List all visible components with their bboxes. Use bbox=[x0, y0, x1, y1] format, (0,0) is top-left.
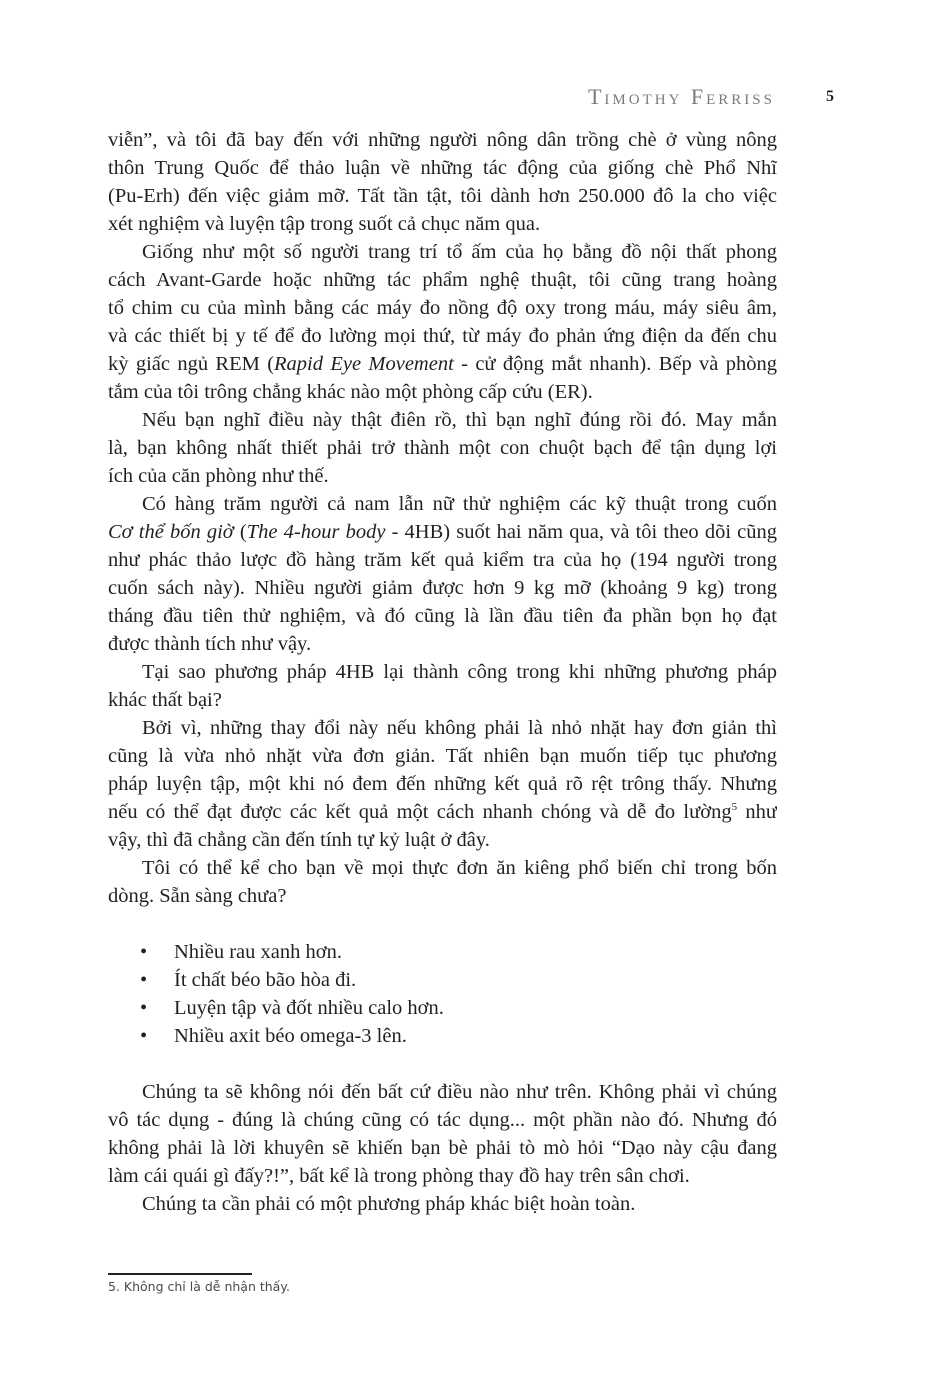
text-line: không phải là lời khuyên sẽ khiến bạn bè phải tò mò hỏi “Dạo này cậu đang bbox=[108, 1137, 777, 1159]
footnote-ref[interactable]: 5 bbox=[731, 801, 738, 814]
bullet-icon: • bbox=[140, 969, 148, 991]
text-line: tháng đầu tiên thử nghiệm, và đó cũng là lần đầu tiên đa phần bọn họ đạt bbox=[108, 605, 777, 627]
list-item-text: Ít chất béo bão hòa đi. bbox=[174, 969, 357, 991]
text-line: dòng. Sẵn sàng chưa? bbox=[108, 885, 287, 907]
bullet-icon: • bbox=[140, 941, 148, 963]
text-line: cuốn sách này). Nhiều người giảm được hơn 9 kg mỡ (khoảng 9 kg) trong bbox=[108, 577, 777, 599]
text-line: Tại sao phương pháp 4HB lại thành công trong khi những phương pháp bbox=[142, 661, 777, 683]
list-item bbox=[108, 1022, 777, 1050]
paragraph bbox=[108, 1190, 777, 1218]
text-span: nếu có thể đạt được các kết quả một cách nhanh chóng và dễ đo lường bbox=[108, 801, 732, 823]
bullet-list bbox=[108, 938, 777, 1050]
text-line: và các thiết bị y tế để đo lường mọi thứ, từ máy đo phản ứng điện da đến chu bbox=[108, 325, 777, 347]
bullet-icon: • bbox=[140, 1025, 148, 1047]
bullet-icon: • bbox=[140, 997, 148, 1019]
text-line: làm cái quái gì đấy?!”, bất kể là trong phòng thay đồ hay trên sân chơi. bbox=[108, 1165, 690, 1187]
text-line: thôn Trung Quốc để thảo luận về những tác động của giống chè Phổ Nhĩ bbox=[108, 157, 777, 179]
text-span: - 4HB) suốt hai năm qua, và tôi theo dõi cũng bbox=[385, 521, 777, 543]
list-item bbox=[108, 966, 777, 994]
italic-book-title-en: The 4-hour body bbox=[246, 521, 386, 543]
text-span: kỳ giấc ngủ REM ( bbox=[108, 353, 275, 375]
text-line: vậy, thì đã chẳng cần đến tính tự kỷ luật ở đây. bbox=[108, 829, 490, 851]
paragraph bbox=[108, 658, 777, 714]
text-line: Có hàng trăm người cả nam lẫn nữ thử nghiệm các kỹ thuật trong cuốn bbox=[142, 493, 777, 515]
text-line: xét nghiệm và luyện tập trong suốt cả chục năm qua. bbox=[108, 213, 541, 235]
text-span: - cử động mắt nhanh). Bếp và phòng bbox=[453, 353, 777, 375]
list-item bbox=[108, 994, 777, 1022]
footnote: 5. Không chỉ là dễ nhận thấy. bbox=[108, 1279, 290, 1294]
text-line: viễn”, và tôi đã bay đến với những người nông dân trồng chè ở vùng nông bbox=[108, 129, 777, 151]
list-item-text: Nhiều rau xanh hơn. bbox=[174, 941, 342, 963]
paragraph bbox=[108, 490, 777, 658]
list-item-text: Luyện tập và đốt nhiều calo hơn. bbox=[174, 997, 444, 1019]
text-line bbox=[108, 350, 777, 378]
text-line: Nếu bạn nghĩ điều này thật điên rồ, thì bạn nghĩ đúng rồi đó. May mắn bbox=[142, 409, 777, 431]
text-line bbox=[108, 798, 777, 826]
text-line: Giống như một số người trang trí tổ ấm của họ bằng đồ nội thất phong bbox=[142, 241, 777, 263]
text-line: (Pu-Erh) đến việc giảm mỡ. Tất tần tật, tôi dành hơn 250.000 đô la cho việc bbox=[108, 185, 777, 207]
text-line: khác thất bại? bbox=[108, 689, 222, 711]
paragraph bbox=[108, 238, 777, 406]
list-item-text: Nhiều axit béo omega-3 lên. bbox=[174, 1025, 407, 1047]
text-line: tắm của tôi trông chẳng khác nào một phòng cấp cứu (ER). bbox=[108, 381, 593, 403]
italic-book-title: Cơ thể bốn giờ bbox=[108, 521, 234, 543]
running-header-author: Timothy Ferriss bbox=[587, 84, 775, 109]
text-line: cách Avant-Garde hoặc những tác phẩm nghệ thuật, tôi cũng trang hoàng bbox=[108, 269, 777, 291]
footnote-divider bbox=[108, 1273, 252, 1275]
page-number: 5 bbox=[826, 88, 834, 105]
text-line: như phác thảo lược đồ hàng trăm kết quả kiểm tra của họ (194 người trong bbox=[108, 549, 777, 571]
text-line: ích của căn phòng như thế. bbox=[108, 465, 329, 487]
text-line: tổ chim cu của mình bằng các máy đo nồng độ oxy trong máu, máy siêu âm, bbox=[108, 297, 777, 319]
list-item bbox=[108, 938, 777, 966]
text-line: Tôi có thể kể cho bạn về mọi thực đơn ăn kiêng phổ biến chỉ trong bốn bbox=[142, 857, 777, 879]
italic-term: Rapid Eye Movement bbox=[274, 353, 454, 375]
text-line: Chúng ta cần phải có một phương pháp khác biệt hoàn toàn. bbox=[142, 1193, 636, 1215]
paragraph bbox=[108, 854, 777, 910]
paragraph bbox=[108, 1078, 777, 1190]
text-line: Bởi vì, những thay đổi này nếu không phải là nhỏ nhặt hay đơn giản thì bbox=[142, 717, 777, 739]
paragraph bbox=[108, 714, 777, 854]
paragraph bbox=[108, 406, 777, 490]
text-line: được thành tích như vậy. bbox=[108, 633, 312, 655]
text-line bbox=[108, 518, 777, 546]
body-text bbox=[108, 126, 777, 1218]
text-span: ( bbox=[233, 521, 247, 543]
text-line: vô tác dụng - đúng là chúng cũng có tác dụng... một phần nào đó. Nhưng đó bbox=[108, 1109, 777, 1131]
paragraph bbox=[108, 126, 777, 238]
text-span: như bbox=[737, 801, 777, 823]
text-line: pháp luyện tập, một khi nó đem đến những kết quả rõ rệt trông thấy. Nhưng bbox=[108, 773, 777, 795]
text-line: là, bạn không nhất thiết phải trở thành một con chuột bạch để tận dụng lợi bbox=[108, 437, 777, 459]
text-line: Chúng ta sẽ không nói đến bất cứ điều nào như trên. Không phải vì chúng bbox=[142, 1081, 777, 1103]
text-line: cũng là vừa nhỏ nhặt vừa đơn giản. Tất nhiên bạn muốn tiếp tục phương bbox=[108, 745, 777, 767]
